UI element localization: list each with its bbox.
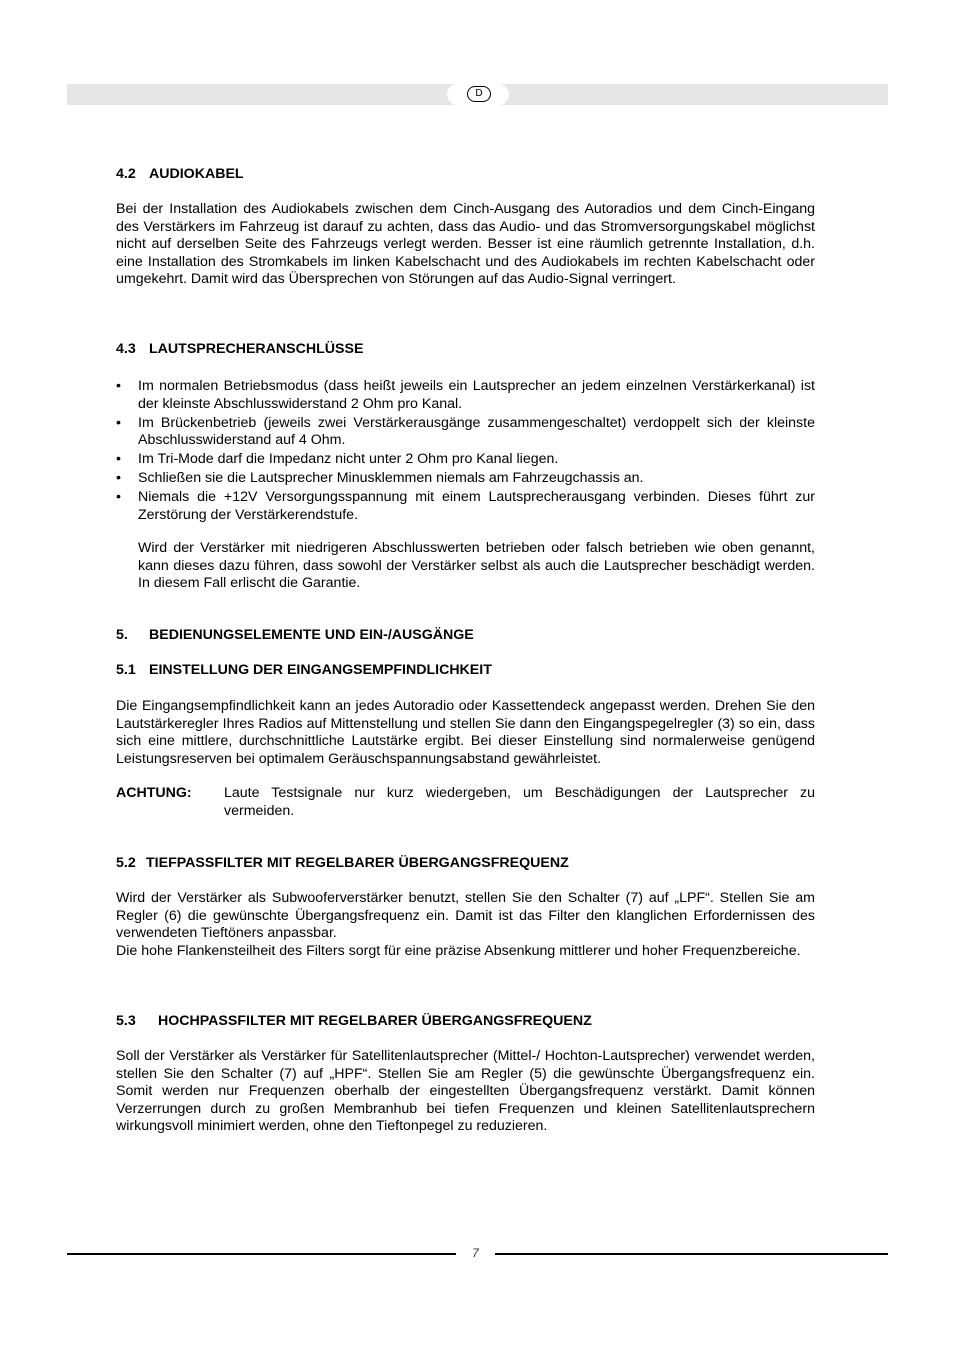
section-heading: 4.2 AUDIOKABEL [116, 166, 244, 182]
paragraph: Die hohe Flankensteilheit des Filters sorgt für eine präzise Absenkung mittlerer und hoher Frequenzbereiche. [116, 942, 801, 959]
section-4-3-warning [138, 540, 815, 593]
note-text: Laute Testsignale nur kurz wiedergeben, um Beschädigungen der Lautsprecher zu vermeiden. [224, 785, 815, 819]
section-5-3-body [116, 1048, 815, 1136]
list-item: • Niemals die +12V Versorgungsspannung mit einem Lautsprecherausgang verbinden. Dieses führt zur Zerstörung der Verstärkerendstufe. [116, 489, 815, 524]
paragraph: Soll der Verstärker als Verstärker für Satellitenlautsprecher (Mittel-/ Hochton-Lautsprecher) verwendet werden, stellen Sie den Schalter (7) auf „HPF“. Stellen Sie am Regler (5) die gewünschte Übergangsfrequenz ein. Somit werden nur Frequenzen oberhalb der eingestellten Übergangsfrequenz verstärkt. Damit können Verzerrungen durch zu großen Membranhub bei tiefen Frequenzen und kleinen Satellitenlautsprechern wirkungsvoll minimiert werden, ohne den Tieftonpegel zu reduzieren. [116, 1048, 815, 1134]
list-item: • Schließen sie die Lautsprecher Minusklemmen niemals am Fahrzeugchassis an. [116, 470, 815, 488]
section-5 [116, 627, 815, 645]
section-4-2 [116, 166, 815, 184]
section-heading: 5.3 HOCHPASSFILTER MIT REGELBARER ÜBERGANGSFREQUENZ [116, 1013, 592, 1029]
section-5-1 [116, 662, 815, 680]
section-heading: 5.2 TIEFPASSFILTER MIT REGELBARER ÜBERGANGSFREQUENZ [116, 855, 569, 871]
language-label: D [467, 86, 491, 102]
section-5-3 [116, 1013, 815, 1031]
section-4-2-body [116, 201, 815, 289]
section-4-3 [116, 341, 815, 359]
section-5-1-note [116, 785, 815, 820]
list-item: • Im Brückenbetrieb (jeweils zwei Verstärkerausgänge zusammengeschaltet) verdoppelt sich der kleinste Abschlusswiderstand auf 4 Ohm. [116, 415, 815, 450]
list-item: • Im normalen Betriebsmodus (dass heißt jeweils ein Lautsprecher an jedem einzelnen Verstärkerkanal) ist der kleinste Abschlusswiderstand 2 Ohm pro Kanal. [116, 378, 815, 413]
section-5-2-body [116, 890, 815, 960]
section-4-3-list [116, 378, 815, 524]
section-heading: 4.3 LAUTSPRECHERANSCHLÜSSE [116, 341, 364, 357]
section-5-1-body [116, 698, 815, 768]
note-label: ACHTUNG: [116, 785, 192, 801]
section-heading: 5.1 EINSTELLUNG DER EINGANGSEMPFINDLICHKEIT [116, 662, 492, 678]
paragraph: Wird der Verstärker als Subwooferverstärker benutzt, stellen Sie den Schalter (7) auf „LPF“. Stellen Sie am Regler (6) die gewünschte Übergangsfrequenz ein. Damit ist das Filter den klanglichen Erfordernissen des verwendeten Tieftöners anpassbar. [116, 890, 815, 941]
paragraph: Bei der Installation des Audiokabels zwischen dem Cinch-Ausgang des Autoradios und dem Cinch-Eingang des Verstärkers im Fahrzeug ist darauf zu achten, dass das Audio- und das Stromversorgungskabel möglichst nicht auf derselben Seite des Fahrzeugs verlegt werden. Besser ist eine räumlich getrennte Installation, d.h. eine Installation des Stromkabels im linken Kabelschacht und des Audiokabels im rechten Kabelschacht oder umgekehrt. Damit wird das Übersprechen von Störungen auf das Audio-Signal verringert. [116, 201, 815, 287]
footer-rule-right [495, 1253, 888, 1255]
bullet-list [116, 378, 815, 524]
section-5-2 [116, 855, 815, 873]
page-number: 7 [472, 1246, 479, 1260]
section-heading: 5. BEDIENUNGSELEMENTE UND EIN-/AUSGÄNGE [116, 627, 474, 643]
footer-rule-left [67, 1253, 456, 1255]
note [116, 785, 815, 820]
paragraph: Wird der Verstärker mit niedrigeren Abschlusswerten betrieben oder falsch betrieben wie oben genannt, kann dieses dazu führen, dass sowohl der Verstärker selbst als auch die Lautsprecher beschädigt werden. In diesem Fall erlischt die Garantie. [138, 540, 815, 591]
list-item: • Im Tri-Mode darf die Impedanz nicht unter 2 Ohm pro Kanal liegen. [116, 451, 815, 469]
paragraph: Die Eingangsempfindlichkeit kann an jedes Autoradio oder Kassettendeck angepasst werden. Drehen Sie den Lautstärkeregler Ihres Radios auf Mittenstellung und stellen Sie dann den Eingangspegelregler (3) so ein, dass sich eine mittlere, durchschnittliche Lautstärke ergibt. Bei dieser Einstellung sind normalerweise genügend Leistungsreserven bei optimalem Geräuschspannungsabstand gewährleistet. [116, 698, 815, 767]
